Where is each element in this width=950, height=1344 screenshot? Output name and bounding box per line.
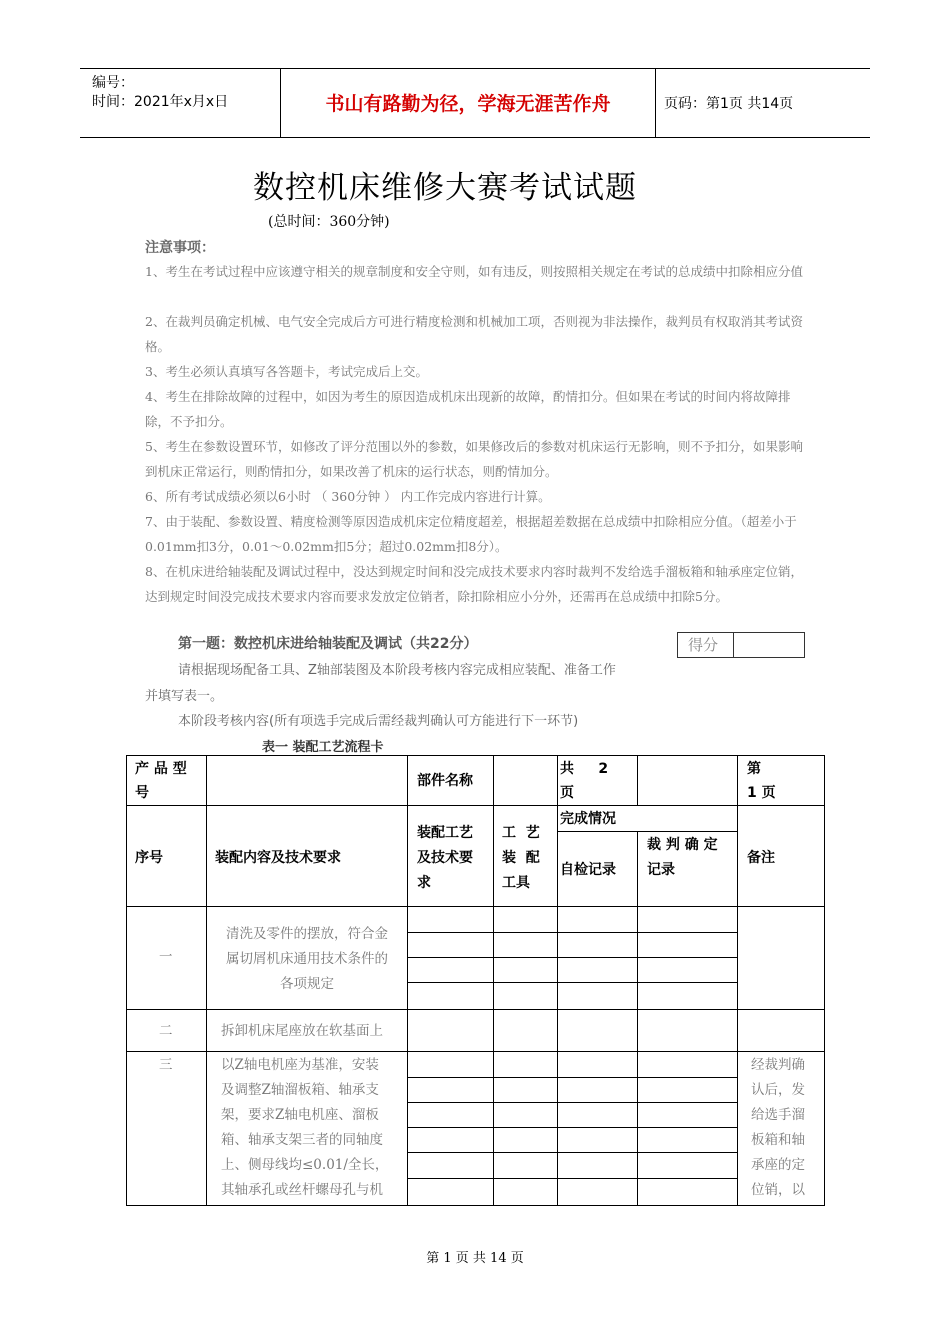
header-meta xyxy=(80,69,280,137)
table-rule xyxy=(126,906,825,907)
col-header-process-cont: 及技术要 xyxy=(417,850,473,866)
row-content: 各项规定 xyxy=(280,976,334,992)
table-rule xyxy=(126,755,825,756)
table-rule xyxy=(407,1152,737,1153)
table-rule xyxy=(637,755,638,806)
doc-time-label: 时间：2021年x月x日 xyxy=(92,94,229,110)
doc-number-label: 编号： xyxy=(92,75,134,91)
score-box[interactable] xyxy=(677,632,805,658)
note-item: 6、所有考试成绩必须以6小时 （ 360分钟 ） 内工作完成内容进行计算。 xyxy=(145,489,551,504)
row-content: 属切屑机床通用技术条件的 xyxy=(226,951,388,967)
assembly-process-table xyxy=(126,755,825,1207)
table-rule xyxy=(126,1051,825,1052)
row-content: 及调整Z轴溜板箱、轴承支 xyxy=(221,1082,379,1098)
row-remark: 承座的定 xyxy=(751,1157,805,1173)
table-caption: 表一 装配工艺流程卡 xyxy=(262,740,384,755)
page-footer: 第 1 页 共 14 页 xyxy=(426,1251,524,1266)
row-seq: 一 xyxy=(159,949,173,965)
table-rule xyxy=(737,755,738,1206)
page-number-label-cont: 1 页 xyxy=(747,785,776,801)
col-header-completion: 完成情况 xyxy=(560,811,616,827)
table-rule xyxy=(407,1178,737,1179)
note-item: 3、考生必须认真填写各答题卡，考试完成后上交。 xyxy=(145,364,428,379)
table-rule xyxy=(407,932,737,933)
row-seq: 三 xyxy=(159,1057,173,1073)
col-header-remarks: 备注 xyxy=(747,850,775,866)
question-1-intro: 请根据现场配备工具、Z轴部装图及本阶段考核内容完成相应装配、准备工作 xyxy=(178,663,616,678)
row-remark: 经裁判确 xyxy=(751,1057,805,1073)
col-header-judge: 裁 判 确 定 xyxy=(647,837,718,853)
table-rule xyxy=(407,957,737,958)
question-1-title: 第一题：数控机床进给轴装配及调试（共22分） xyxy=(178,636,478,652)
header-motto: 书山有路勤为径，学海无涯苦作舟 xyxy=(280,69,656,137)
row-content: 上、侧母线均≤0.01/全长， xyxy=(221,1157,389,1173)
note-item: 1、考生在考试过程中应该遵守相关的规章制度和安全守则，如有违反，则按照相关规定在考试的总成绩中扣除相应分值 xyxy=(145,264,803,279)
col-header-tools: 工 艺 xyxy=(502,825,540,841)
col-header-seq: 序号 xyxy=(135,850,163,866)
row-content: 其轴承孔或丝杆螺母孔与机 xyxy=(221,1182,383,1198)
col-header-tools-cont: 装 配 xyxy=(502,850,540,866)
table-rule xyxy=(637,831,638,1206)
total-pages-label: 共 2 xyxy=(560,761,609,777)
col-header-judge-cont: 记录 xyxy=(647,862,675,878)
col-header-self-check: 自检记录 xyxy=(560,862,616,878)
table-rule xyxy=(126,1009,825,1010)
product-model-label: 产 品 型 xyxy=(135,761,187,777)
table-rule xyxy=(557,831,737,832)
table-rule xyxy=(407,1077,737,1078)
table-rule xyxy=(493,755,494,1206)
table-rule xyxy=(407,1102,737,1103)
row-content: 以Z轴电机座为基准，安装 xyxy=(221,1057,379,1073)
note-item: 5、考生在参数设置环节，如修改了评分范围以外的参数，如果修改后的参数对机床运行无影响，则不予扣分，如果影响到机床正常运行，则酌情扣分，如果改善了机床的运行状态，则酌情加分。 xyxy=(145,439,803,479)
col-header-process-cont: 求 xyxy=(417,875,431,891)
row-content: 箱、轴承支架三者的同轴度 xyxy=(221,1132,383,1148)
score-label: 得分 xyxy=(688,636,719,654)
table-rule xyxy=(407,982,737,983)
note-item: 8、在机床进给轴装配及调试过程中，没达到规定时间和没完成技术要求内容时裁判不发给选手溜板箱和轴承座定位销，达到规定时间没完成技术要求内容而要求发放定位销者，除扣除相应小分外，还需再在总成绩中扣除5分。 xyxy=(145,564,803,604)
product-model-label-cont: 号 xyxy=(135,785,149,801)
row-content: 拆卸机床尾座放在软基面上 xyxy=(221,1023,383,1039)
score-divider xyxy=(733,633,734,657)
total-pages-label-cont: 页 xyxy=(560,785,574,801)
col-header-tools-cont: 工具 xyxy=(502,875,530,891)
page-title: 数控机床维修大赛考试试题 xyxy=(253,170,637,206)
header-page-code: 页码：第1页 共14页 xyxy=(664,96,794,112)
part-name-label: 部件名称 xyxy=(417,773,473,789)
note-item: 2、在裁判员确定机械、电气安全完成后方可进行精度检测和机械加工项，否则视为非法操作，裁判员有权取消其考试资格。 xyxy=(145,314,803,354)
row-remark: 认后，发 xyxy=(751,1082,805,1098)
row-seq: 二 xyxy=(159,1023,173,1039)
note-item: 7、由于装配、参数设置、精度检测等原因造成机床定位精度超差，根据超差数据在总成绩中扣除相应分值。（超差小于0.01mm扣3分，0.01～0.02mm扣5分；超过0.02mm扣8分）。 xyxy=(145,514,797,554)
question-1-intro-cont: 并填写表一。 xyxy=(145,689,224,704)
table-rule xyxy=(824,755,825,1206)
table-rule xyxy=(126,755,127,1206)
note-item: 4、考生在排除故障的过程中，如因为考生的原因造成机床出现新的故障，酌情扣分。但如果在考试的时间内将故障排除，不予扣分。 xyxy=(145,389,791,429)
table-rule xyxy=(126,1205,825,1206)
row-content: 清洗及零件的摆放，符合金 xyxy=(226,926,388,942)
page-subtitle: (总时间：360分钟) xyxy=(268,214,390,230)
col-header-process: 装配工艺 xyxy=(417,825,473,841)
row-content: 架，要求Z轴电机座、溜板 xyxy=(221,1107,379,1123)
table-rule xyxy=(206,755,207,1206)
table-rule xyxy=(126,805,825,806)
table-rule xyxy=(407,1127,737,1128)
table-rule xyxy=(407,755,408,1206)
row-remark: 给选手溜 xyxy=(751,1107,805,1123)
col-header-content: 装配内容及技术要求 xyxy=(215,850,341,866)
row-remark: 板箱和轴 xyxy=(751,1132,805,1148)
notes-heading: 注意事项： xyxy=(145,240,215,256)
row-remark: 位销，以 xyxy=(751,1182,805,1198)
page-header xyxy=(80,68,870,138)
question-1-scope: 本阶段考核内容(所有项选手完成后需经裁判确认可方能进行下一环节) xyxy=(178,714,579,729)
table-rule xyxy=(557,755,558,1206)
page-number-label: 第 xyxy=(747,761,761,777)
